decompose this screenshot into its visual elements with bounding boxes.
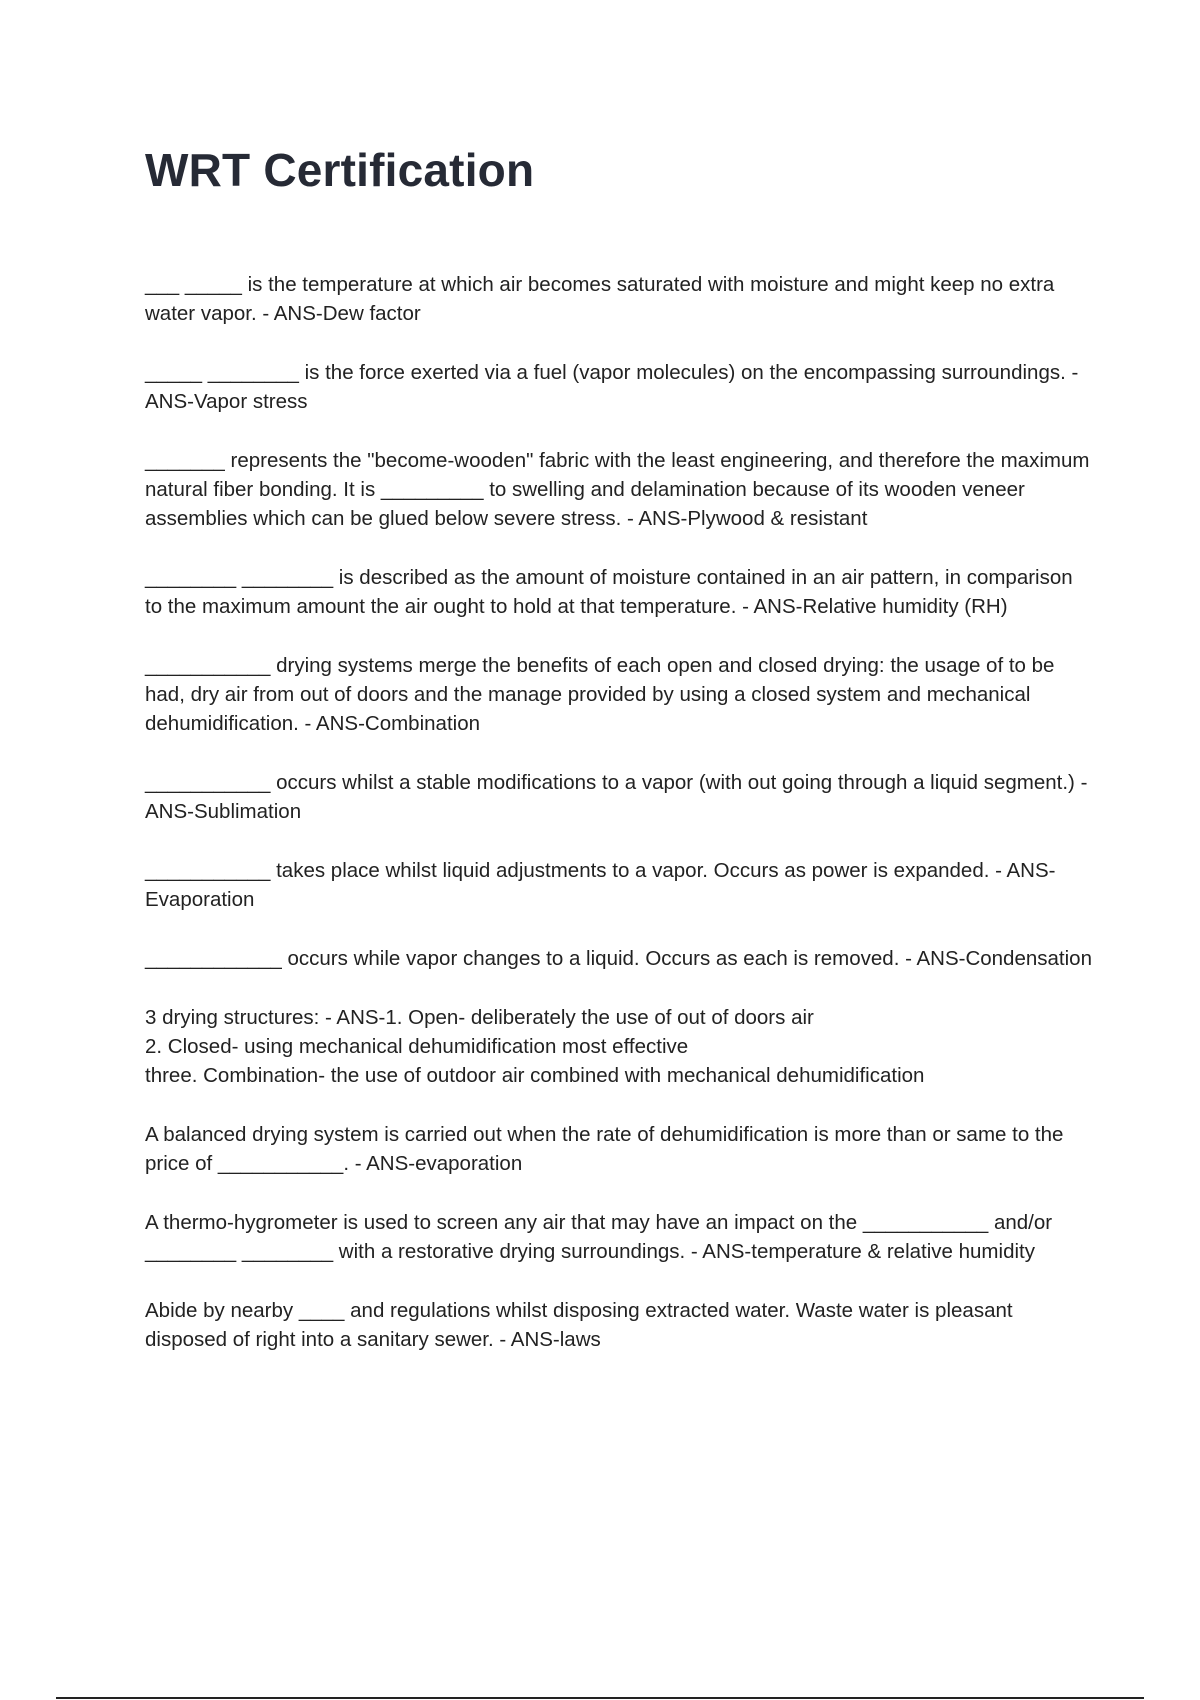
page-title: WRT Certification [145,144,535,196]
question-item-11: A thermo-hygrometer is used to screen any air that may have an impact on the ___________ and/or ________ ________ with a restorative drying surroundings. - ANS-temperature & relative humidity [145,1211,1053,1263]
question-item-1: ___ _____ is the temperature at which air becomes saturated with moisture and might keep no extra water vapor. - ANS-Dew factor [145,273,1055,325]
question-item-5: ___________ drying systems merge the benefits of each open and closed drying: the usage of to be had, dry air from out of doors and the manage provided by using a closed system and mechanical dehumidification. - ANS-Combination [145,654,1055,735]
question-item-9: 3 drying structures: - ANS-1. Open- deliberately the use of out of doors air 2. Closed- using mechanical dehumidification most effective three. Combination- the use of outdoor air combined with mechanical dehumidification [145,1006,925,1087]
question-list [145,270,1095,1384]
question-item-7: ___________ takes place whilst liquid adjustments to a vapor. Occurs as power is expanded. - ANS-Evaporation [145,859,1056,911]
question-item-4: ________ ________ is described as the amount of moisture contained in an air pattern, in comparison to the maximum amount the air ought to hold at that temperature. - ANS-Relative humidity (RH) [145,566,1073,618]
question-item-6: ___________ occurs whilst a stable modifications to a vapor (with out going through a liquid segment.) - ANS-Sublimation [145,771,1088,823]
footer-divider [56,1697,1144,1699]
question-item-10: A balanced drying system is carried out when the rate of dehumidification is more than or same to the price of ___________. - ANS-evaporation [145,1123,1064,1175]
question-item-3: _______ represents the "become-wooden" fabric with the least engineering, and therefore the maximum natural fiber bonding. It is _________ to swelling and delamination because of its wooden veneer assemblies which can be glued below severe stress. - ANS-Plywood & resistant [145,449,1090,530]
question-item-8: ____________ occurs while vapor changes to a liquid. Occurs as each is removed. - ANS-Condensation [145,947,1092,970]
question-item-2: _____ ________ is the force exerted via a fuel (vapor molecules) on the encompassing surroundings. - ANS-Vapor stress [145,361,1079,413]
question-item-12: Abide by nearby ____ and regulations whilst disposing extracted water. Waste water is pleasant disposed of right into a sanitary sewer. - ANS-laws [145,1299,1013,1351]
